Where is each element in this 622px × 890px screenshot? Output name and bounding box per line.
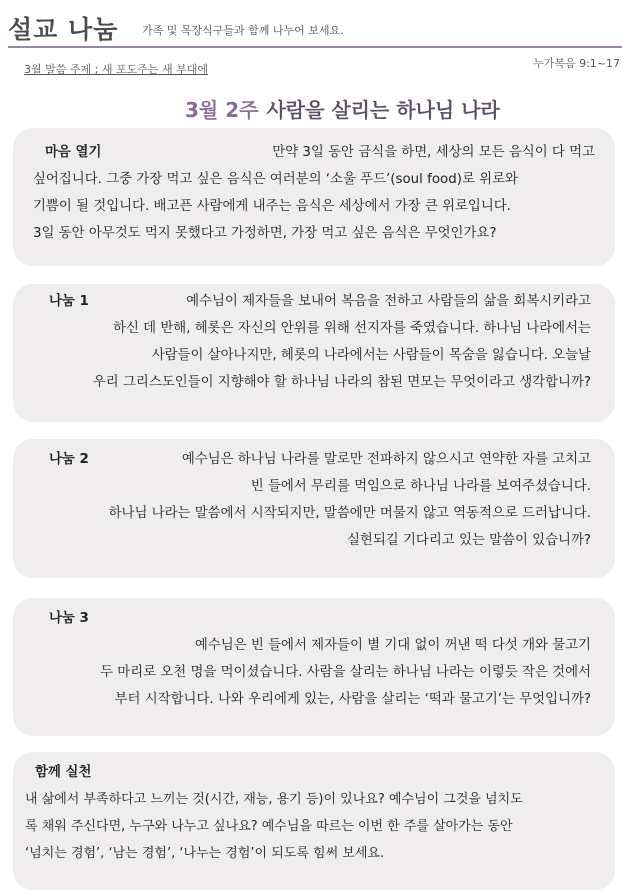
section-text: 예수님은 하나님 나라를 말로만 전파하지 않으시고 연약한 자를 고치고 bbox=[181, 452, 591, 467]
section-text: 사람들이 살아나지만, 헤롯의 나라에서는 사람들이 목숨을 잃습니다. 오늘날 bbox=[151, 348, 591, 363]
section-line bbox=[33, 139, 595, 166]
section-sharing-1 bbox=[13, 284, 615, 422]
section-text: 3일 동안 아무것도 먹지 못했다고 가정하면, 가장 먹고 싶은 음식은 무엇인가요? bbox=[33, 226, 497, 241]
section-label: 나눔 3 bbox=[49, 611, 89, 626]
section-practice-together bbox=[13, 752, 615, 890]
section-line bbox=[33, 605, 591, 632]
section-text: 만약 3일 동안 금식을 하면, 세상의 모든 음식이 다 먹고 bbox=[272, 145, 595, 160]
section-text: 예수님은 빈 들에서 제자들이 별 기대 없이 꺼낸 떡 다섯 개와 물고기 bbox=[194, 638, 591, 653]
section-sharing-2 bbox=[13, 439, 615, 578]
monthly-topic: 3월 말씀 주제 ; 새 포도주는 새 부대에 bbox=[24, 63, 208, 76]
section-label: 마음 열기 bbox=[45, 145, 102, 160]
section-text: 우리 그리스도인들이 지향해야 할 하나님 나라의 참된 면모는 무엇이라고 생각합니까? bbox=[92, 375, 591, 390]
section-open-heart bbox=[13, 128, 615, 266]
section-text: 하나님 나라는 말씀에서 시작되지만, 말씀에만 머물지 않고 역동적으로 드러납니다. bbox=[108, 506, 591, 521]
section-text: 예수님이 제자들을 보내어 복음을 전하고 사람들의 삶을 회복시키라고 bbox=[186, 294, 591, 309]
scripture-reference: 누가복음 9:1~17 bbox=[533, 57, 620, 70]
section-text: 록 채워 주신다면, 누구와 나누고 싶나요? 예수님을 따르는 이번 한 주를 살아가는 동안 bbox=[25, 819, 513, 834]
section-text: 내 삶에서 부족하다고 느끼는 것(시간, 재능, 용기 등)이 있나요? 예수님이 그것을 넘치도 bbox=[25, 792, 523, 807]
sermon-week: 3월 2주 bbox=[185, 98, 259, 122]
section-text: 빈 들에서 무리를 먹임으로 하나님 나라를 보여주셨습니다. bbox=[250, 479, 591, 494]
section-text: 하신 데 반해, 헤롯은 자신의 안위를 위해 선지자를 죽였습니다. 하나님 나라에서는 bbox=[113, 321, 591, 336]
section-text: 기쁨이 될 것입니다. 배고픈 사람에게 내주는 음식은 세상에서 가장 큰 위로입니다. bbox=[33, 199, 511, 214]
sermon-heading bbox=[185, 94, 500, 123]
section-text: 두 마리로 오천 명을 먹이셨습니다. 사람을 살리는 하나님 나라는 이렇듯 작은 것에서 bbox=[100, 665, 591, 680]
section-label: 나눔 2 bbox=[49, 452, 89, 467]
section-line bbox=[33, 446, 591, 473]
sermon-title: 사람을 살리는 하나님 나라 bbox=[266, 98, 500, 122]
section-text: 싶어집니다. 그중 가장 먹고 싶은 음식은 여러분의 ‘소울 푸드’(soul food)로 위로와 bbox=[33, 172, 518, 187]
section-text: 실현되길 기다리고 있는 말씀이 있습니까? bbox=[346, 533, 591, 548]
section-line bbox=[25, 759, 603, 786]
header-divider bbox=[8, 46, 622, 48]
page-header bbox=[8, 10, 622, 50]
page-title: 설교 나눔 bbox=[8, 15, 119, 44]
section-line bbox=[33, 288, 591, 315]
section-text: 부터 시작합니다. 나와 우리에게 있는, 사람을 살리는 ‘떡과 물고기’는 무엇입니까? bbox=[114, 692, 591, 707]
section-label: 함께 실천 bbox=[35, 765, 92, 780]
section-label: 나눔 1 bbox=[49, 294, 89, 309]
page-subtitle: 가족 및 목장식구들과 함께 나누어 보세요. bbox=[142, 24, 344, 37]
section-text: ‘넘치는 경험’, ‘남는 경험’, ‘나누는 경험’이 되도록 힘써 보세요. bbox=[25, 846, 385, 861]
section-sharing-3 bbox=[13, 598, 615, 736]
